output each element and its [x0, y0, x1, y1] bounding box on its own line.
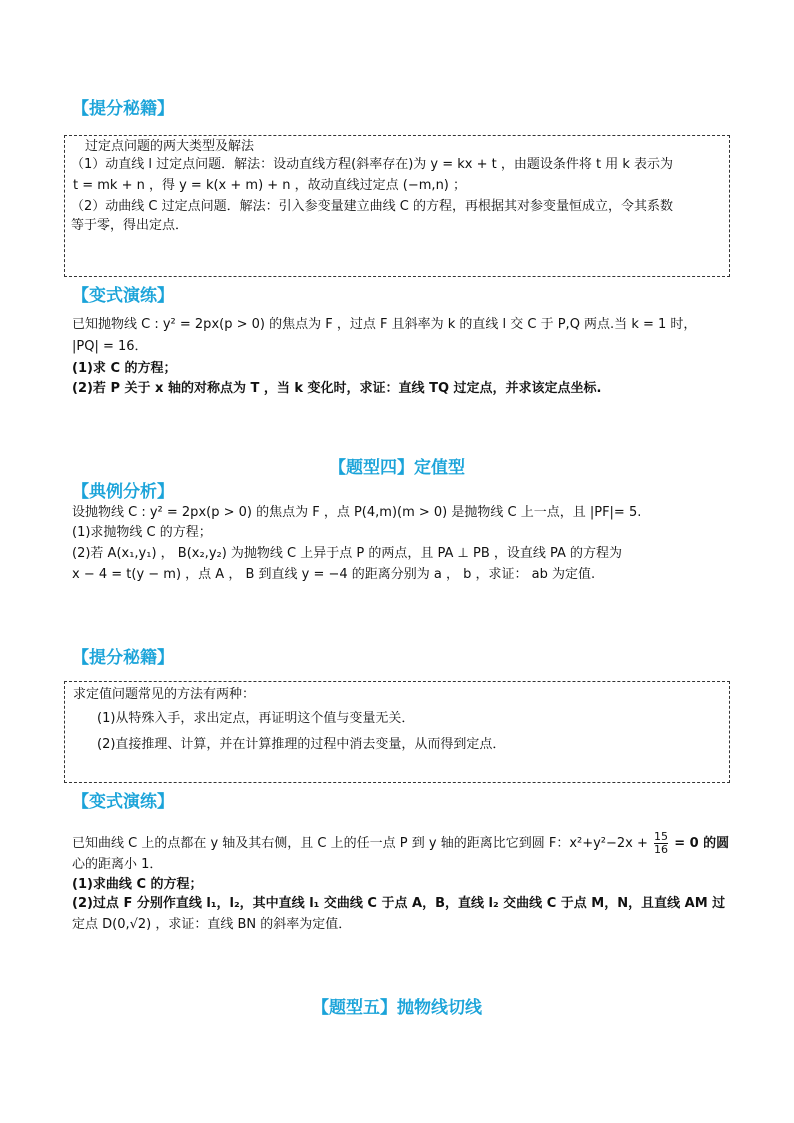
example-line4: x − 4 = t(y − m) ，点 A ， B 到直线 y = −4 的距离分别为 a ， b ，求证： ab 为定值.	[72, 567, 596, 582]
variant2-line2: 心的距离小 1．	[72, 857, 163, 872]
tips2-title: 求定值问题常见的方法有两种：	[73, 687, 256, 702]
tips2-item2: (2)直接推理、计算，并在计算推理的过程中消去变量，从而得到定点．	[97, 737, 506, 752]
variant2-line1	[72, 831, 729, 856]
variant2-line3: (1)求曲线 C 的方程；	[72, 877, 203, 892]
tips1-title: 过定点问题的两大类型及解法	[85, 139, 255, 154]
variant1-line2: |PQ| = 16．	[72, 339, 148, 354]
example-heading: 【典例分析】	[72, 482, 174, 502]
fraction	[654, 831, 668, 856]
variant2-line4: (2)过点 F 分别作直线 l₁，l₂，其中直线 l₁ 交曲线 C 于点 A，B，直线 l₂ 交曲线 C 于点 M，N，且直线 AM 过	[72, 896, 726, 911]
tips1-line3: （2）动曲线 C 过定点问题．解法：引入参变量建立曲线 C 的方程，再根据其对参变量恒成立，令其系数	[71, 199, 673, 214]
tips-heading-1: 【提分秘籍】	[72, 99, 174, 119]
tips1-line2: t = mk + n ，得 y = k(x + m) + n ，故动直线过定点 (−m,n) ；	[73, 178, 467, 193]
tips1-line1: （1）动直线 l 过定点问题．解法：设动直线方程(斜率存在)为 y = kx + t ，由题设条件将 t 用 k 表示为	[71, 157, 674, 172]
example-line2: (1)求抛物线 C 的方程；	[72, 525, 212, 540]
fraction-denominator: 16	[654, 843, 669, 856]
variant2-line5: 定点 D(0,√2) ，求证：直线 BN 的斜率为定值．	[72, 917, 352, 932]
variant2-line1-text: 已知曲线 C 上的点都在 y 轴及其右侧，且 C 上的任一点 P 到 y 轴的距离比它到圆 F：x²+y²−2x +	[72, 836, 648, 851]
fraction-numerator: 15	[654, 830, 669, 843]
example-line1: 设抛物线 C : y² = 2px(p > 0) 的焦点为 F ，点 P(4,m)(m > 0) 是抛物线 C 上一点，且 |PF|= 5.	[72, 505, 642, 520]
variant2-line1-end: = 0 的圆	[674, 836, 730, 851]
tips1-line4: 等于零，得出定点．	[71, 218, 189, 233]
variant1-line1: 已知抛物线 C : y² = 2px(p > 0) 的焦点为 F ，过点 F 且斜率为 k 的直线 l 交 C 于 P,Q 两点.当 k = 1 时，	[72, 317, 697, 332]
tips-heading-2: 【提分秘籍】	[72, 648, 174, 668]
variant-heading-2: 【变式演练】	[72, 792, 174, 812]
variant1-line3: (1)求 C 的方程；	[72, 361, 177, 376]
tips-box-2	[64, 681, 730, 783]
tips2-item1: (1)从特殊入手，求出定点，再证明这个值与变量无关．	[97, 711, 415, 726]
type5-heading: 【题型五】抛物线切线	[312, 998, 482, 1018]
tips-box-1	[64, 135, 730, 277]
type4-heading: 【题型四】定值型	[329, 458, 465, 478]
variant1-line4: (2)若 P 关于 x 轴的对称点为 T ，当 k 变化时，求证：直线 TQ 过定点，并求该定点坐标.	[72, 381, 602, 396]
example-line3: (2)若 A(x₁,y₁) ， B(x₂,y₂) 为抛物线 C 上异于点 P 的两点，且 PA ⊥ PB ，设直线 PA 的方程为	[72, 546, 623, 561]
variant-heading-1: 【变式演练】	[72, 286, 174, 306]
